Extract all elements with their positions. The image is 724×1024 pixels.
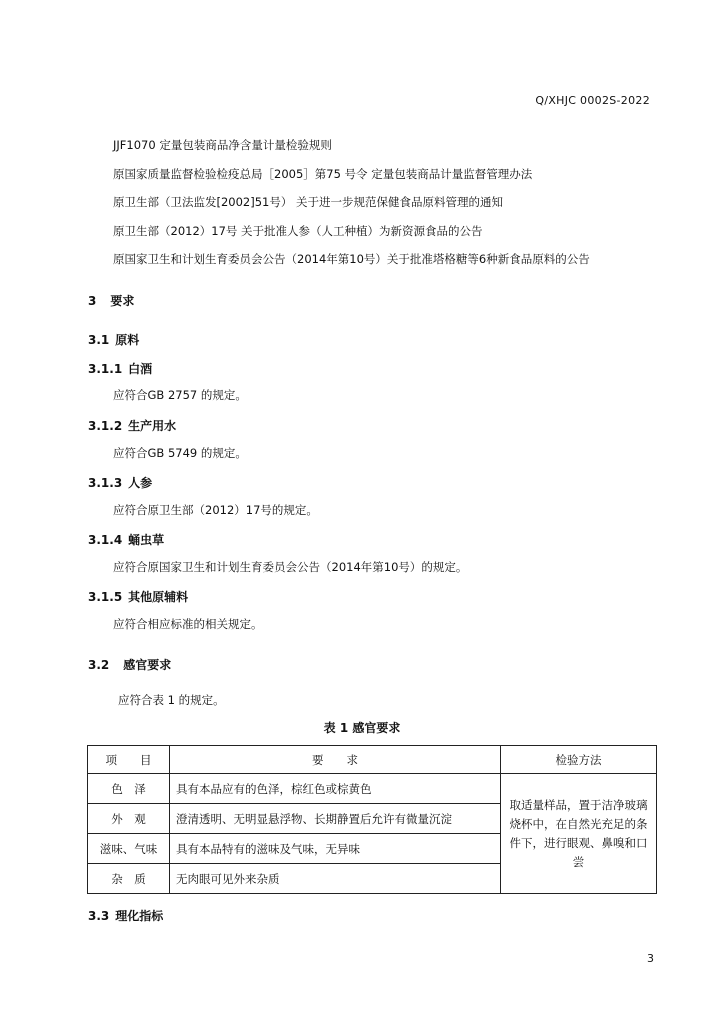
section-3-3-heading [88, 907, 163, 924]
row-requirement: 具有本品特有的滋味及气味，无异味 [170, 834, 501, 864]
reference-item: JJF1070 定量包装商品净含量计量检验规则 [113, 138, 332, 152]
reference-item: 原国家质量监督检验检疫总局［2005］第75 号令 定量包装商品计量监督管理办法 [113, 167, 533, 181]
row-requirement: 具有本品应有的色泽，棕红色或棕黄色 [170, 774, 501, 804]
header-method: 检验方法 [501, 746, 657, 774]
row-item: 滋味、气味 [88, 834, 170, 864]
sensory-requirements-table [87, 745, 657, 894]
section-number: 3.1.3 [88, 476, 123, 490]
section-title: 感官要求 [123, 658, 172, 672]
row-requirement: 澄清透明、无明显悬浮物、长期静置后允许有微量沉淀 [170, 804, 501, 834]
section-title: 其他原辅料 [128, 590, 189, 604]
section-3-1-3-heading [88, 474, 152, 491]
section-3-2-heading [88, 656, 171, 673]
section-number: 3.2 [88, 658, 110, 672]
reference-item: 原国家卫生和计划生育委员会公告（2014年第10号）关于批准塔格糖等6种新食品原料的公告 [113, 252, 590, 266]
section-3-1-1-text: 应符合GB 2757 的规定。 [113, 388, 247, 402]
section-3-1-2-heading [88, 417, 176, 434]
document-code: Q/XHJC 0002S-2022 [535, 94, 650, 107]
section-3-1-2-text: 应符合GB 5749 的规定。 [113, 446, 247, 460]
reference-item: 原卫生部（卫法监发[2002]51号） 关于进一步规范保健食品原料管理的通知 [113, 195, 504, 209]
row-item: 外 观 [88, 804, 170, 834]
section-3-1-5-text: 应符合相应标准的相关规定。 [113, 617, 263, 631]
section-3-1-3-text: 应符合原卫生部（2012）17号的规定。 [113, 503, 318, 517]
reference-item: 原卫生部（2012）17号 关于批准人参（人工种植）为新资源食品的公告 [113, 224, 483, 238]
page-number: 3 [647, 952, 654, 965]
section-3-1-4-text: 应符合原国家卫生和计划生育委员会公告（2014年第10号）的规定。 [113, 560, 468, 574]
section-3-1-4-heading [88, 531, 164, 548]
row-item: 杂 质 [88, 864, 170, 894]
section-title: 原料 [115, 333, 140, 347]
section-3-1-1-heading [88, 360, 152, 377]
section-number: 3 [88, 294, 97, 308]
row-requirement: 无肉眼可见外来杂质 [170, 864, 501, 894]
section-title: 蛹虫草 [128, 533, 165, 547]
row-item: 色 泽 [88, 774, 170, 804]
section-number: 3.1.5 [88, 590, 123, 604]
section-3-heading [88, 292, 134, 309]
section-number: 3.1.1 [88, 362, 123, 376]
table-row [88, 774, 657, 804]
section-3-1-heading [88, 331, 139, 348]
section-number: 3.3 [88, 909, 110, 923]
section-title: 人参 [128, 476, 153, 490]
inspection-method: 取适量样品，置于洁净玻璃烧杯中，在自然光充足的条件下，进行眼观、鼻嗅和口尝 [501, 774, 657, 894]
section-3-1-5-heading [88, 588, 188, 605]
section-3-2-text: 应符合表 1 的规定。 [118, 693, 225, 707]
table-caption: 表 1 感官要求 [323, 721, 401, 735]
header-requirement: 要 求 [170, 746, 501, 774]
section-number: 3.1.2 [88, 419, 123, 433]
section-title: 生产用水 [128, 419, 177, 433]
header-item: 项 目 [88, 746, 170, 774]
section-number: 3.1 [88, 333, 110, 347]
section-title: 白酒 [128, 362, 153, 376]
section-number: 3.1.4 [88, 533, 123, 547]
table-header-row [88, 746, 657, 774]
section-title: 理化指标 [115, 909, 164, 923]
section-title: 要求 [110, 294, 135, 308]
